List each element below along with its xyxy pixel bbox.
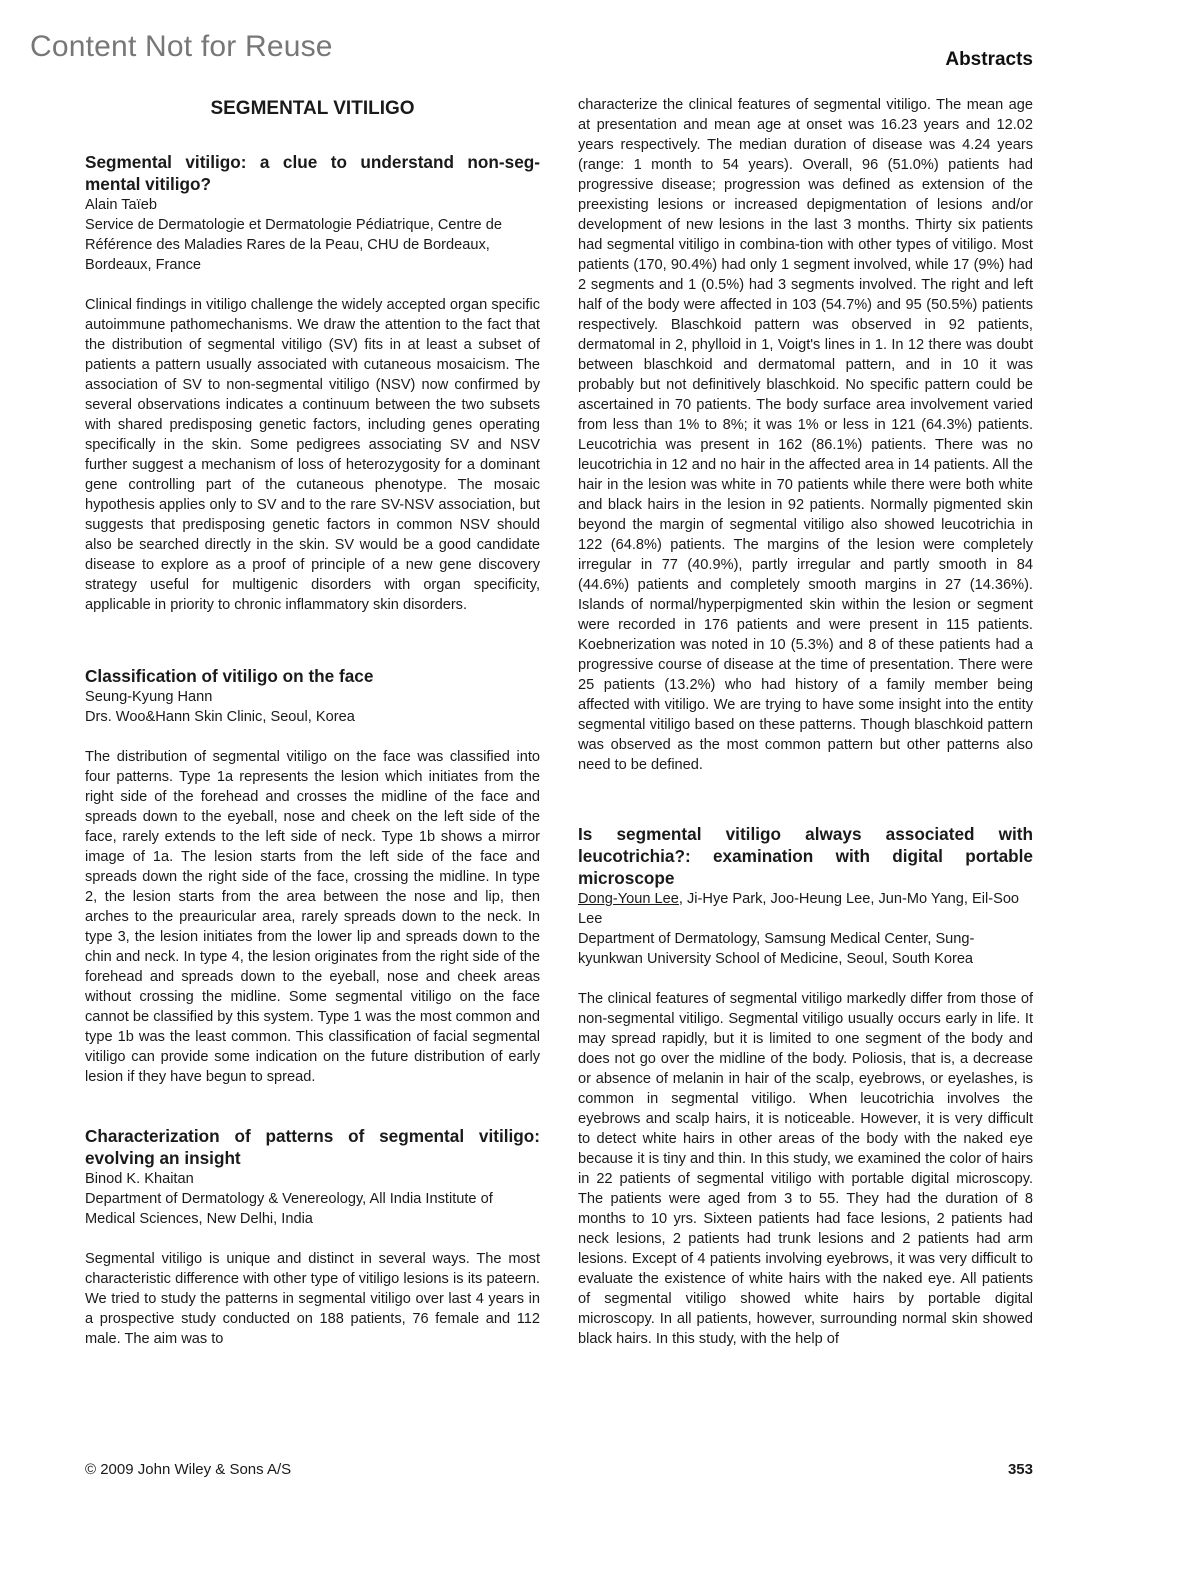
abstract-body-continued: characterize the clinical features of segmental vitiligo. The mean age at presentation and mean age at onset was 16.23 years and 12.02 years respectively. The median duration of disease was 4.24 years (range: 1 month to 54 years). Overall, 96 (51.0%) patients had progressive disease; progression was defined as extension of the preexisting lesions or increased depigmentation of lesions and/or development of new lesions in the last 3 months. Thirty six patients had segmental vitiligo in combina-tion with other types of vitiligo. Most patients (170, 90.4%) had only 1 segment involved, while 17 (9%) had 2 segments and 1 (0.5%) had 3 segments involved. The right and left half of the body were affected in 103 (54.7%) and 95 (50.5%) patients respectively. Blaschkoid pattern was observed in 92 patients, dermatomal in 2, phylloid in 1, Voigt's lines in 1. In 12 there was doubt between blaschkoid and dermatomal pattern, and in 10 it was probably but not definitively blaschkoid. No specific pattern could be ascertained in 70 patients. The body surface area involvement varied from less than 1% to 8%; it was 1% or less in 121 (64.3%) patients. Leucotrichia was present in 162 (86.1%) patients. There was no leucotrichia in 12 and no hair in the affected area in 14 patients. All the hair in the lesion was white in 70 patients while there were both white and black hairs in the lesion in 92 patients. Normally pigmented skin beyond the margin of segmental vitiligo also showed leucotrichia in 122 (64.8%) patients. The margins of the lesion were completely irregular in 77 (40.9%), partly irregular and partly smooth in 84 (44.6%) patients and completely smooth margins in 27 (14.36%). Islands of normal/hyperpigmented skin within the lesion or segment were recorded in 176 patients and were present in 115 patients. Koebnerization was noted in 10 (5.3%) and 8 of these patients had a progressive course of disease at the time of presentation. There were 25 patients (13.2%) who had history of a family member being affected with vitiligo. We are trying to have some insight into the entity segmental vitiligo based on these patterns. Though blaschkoid pattern was observed as the most common pattern but other patterns also need to be defined. xyxy=(578,97,1033,773)
abstract-1 xyxy=(85,151,540,615)
abstract-authors: , Ji-Hye Park, Joo-Heung Lee, Jun-Mo Yang, Eil-Soo Lee xyxy=(578,891,1020,927)
presenting-author: Dong-Youn Lee xyxy=(578,891,679,907)
abstract-affiliation: Service de Dermatologie et Dermatologie Pédiatrique, Centre de Référence des Maladies Rares de la Peau, CHU de Bordeaux, Bordeaux, France xyxy=(85,217,502,273)
abstract-title: Segmental vitiligo: a clue to understand non-seg-mental vitiligo? xyxy=(85,152,540,194)
abstract-2 xyxy=(85,665,540,1087)
section-title: SEGMENTAL VITILIGO xyxy=(210,98,415,119)
abstract-title: Classification of vitiligo on the face xyxy=(85,666,374,686)
abstract-affiliation: Department of Dermatology & Venereology, All India Institute of Medical Sciences, New Delhi, India xyxy=(85,1191,493,1227)
abstract-affiliation: Drs. Woo&Hann Skin Clinic, Seoul, Korea xyxy=(85,709,355,725)
left-column xyxy=(85,95,540,1349)
abstract-body: The clinical features of segmental vitiligo markedly differ from those of non-segmental vitiligo. Segmental vitiligo usually occurs early in life. It may spread rapidly, but it is limited to one segment of the body and does not go over the midline of the body. Poliosis, that is, a decrease or absence of melanin in hair of the scalp, eyebrows, or eyelashes, is common in segmental vitiligo. When leucotrichia involves the eyebrows and scalp hairs, it is noticeable. However, it is very difficult to detect white hairs in other areas of the body with the naked eye because it is tiny and thin. In this study, we examined the color of hairs in 22 patients of segmental vitiligo with portable digital microscopy. The patients were aged from 3 to 55. They had the duration of 8 months to 10 yrs. Sixteen patients had face lesions, 2 patients had neck lesions, 2 patients had trunk lesions and 2 patients had arm lesions. Except of 4 patients involving eyebrows, it was very difficult to evaluate the existence of white hairs with the naked eye. All patients of segmental vitiligo showed white hairs by portable digital microscopy. In all patients, however, surrounding normal skin showed black hairs. In this study, with the help of xyxy=(578,991,1033,1347)
abstract-body: Clinical findings in vitiligo challenge the widely accepted organ specific autoimmune pathomechanisms. We draw the attention to the fact that the distribution of segmental vitiligo (SV) fits in at least a subset of patients a pattern usually associated with cutaneous mosaicism. The association of SV to non-segmental vitiligo (NSV) now confirmed by several observations indicates a continuum between the two subsets with shared predisposing genetic factors, including genes operating specifically in the skin. Some pedigrees associating SV and NSV further suggest a mechanism of loss of heterozygosity for a dominant gene controlling part of the cutaneous phenotype. The mosaic hypothesis applies only to SV and to the rare SV-NSV association, but suggests that predisposing genetic factors in common NSV should also be searched directly in the skin. SV would be a good candidate disease to explore as a proof of principle of a new gene discovery strategy useful for multigenic disorders with organ specificity, applicable in priority to chronic inflammatory skin disorders. xyxy=(85,297,540,613)
page-number: 353 xyxy=(1007,1461,1033,1478)
abstract-title: Characterization of patterns of segmental vitiligo: evolving an insight xyxy=(85,1126,540,1168)
abstract-authors: Seung-Kyung Hann xyxy=(85,689,213,705)
right-column xyxy=(578,95,1033,1349)
abstract-authors-line xyxy=(578,889,1033,929)
abstract-4 xyxy=(578,823,1033,1349)
abstract-authors: Alain Taïeb xyxy=(85,197,157,213)
abstract-title: Is segmental vitiligo always associated with leucotrichia?: examination with digital portable microscope xyxy=(578,824,1033,888)
abstract-body: Segmental vitiligo is unique and distinct in several ways. The most characteristic difference with other type of vitiligo lesions is its pateern. We tried to study the patterns in segmental vitiligo over last 4 years in a prospective study conducted on 188 patients, 76 female and 112 male. The aim was to xyxy=(85,1251,540,1347)
abstract-body: The distribution of segmental vitiligo on the face was classified into four patterns. Type 1a represents the lesion which initiates from the right side of the forehead and crosses the midline of the face and spreads down to the eyeball, nose and cheek on the left side of the face, rarely extends to the left side of neck. Type 1b shows a mirror image of 1a. The lesion starts from the left side of the face and spreads down the right side of the face, crossing the midline. In type 2, the lesion starts from the area between the nose and lip, then arches to the preauricular area, rarely spreads down to the neck. In type 3, the lesion initiates from the lower lip and spreads down to the chin and neck. In type 4, the lesion originates from the right side of the forehead and spreads down to the eyeball, nose and cheek areas without crossing the midline. Some segmental vitiligo on the face cannot be classified by this system. Type 1 was the most common and type 1b was the least common. This classification of facial segmental vitiligo can provide some indication on the future distribution of early lesion if they have begun to spread. xyxy=(85,749,540,1085)
running-head: Abstracts xyxy=(945,49,1033,70)
watermark: Content Not for Reuse xyxy=(30,30,333,63)
abstract-affiliation: Department of Dermatology, Samsung Medical Center, Sung-kyunkwan University School of Medicine, Seoul, South Korea xyxy=(578,931,975,967)
copyright: © 2009 John Wiley & Sons A/S xyxy=(85,1461,292,1478)
abstract-authors: Binod K. Khaitan xyxy=(85,1171,194,1187)
abstract-3 xyxy=(85,1125,540,1349)
